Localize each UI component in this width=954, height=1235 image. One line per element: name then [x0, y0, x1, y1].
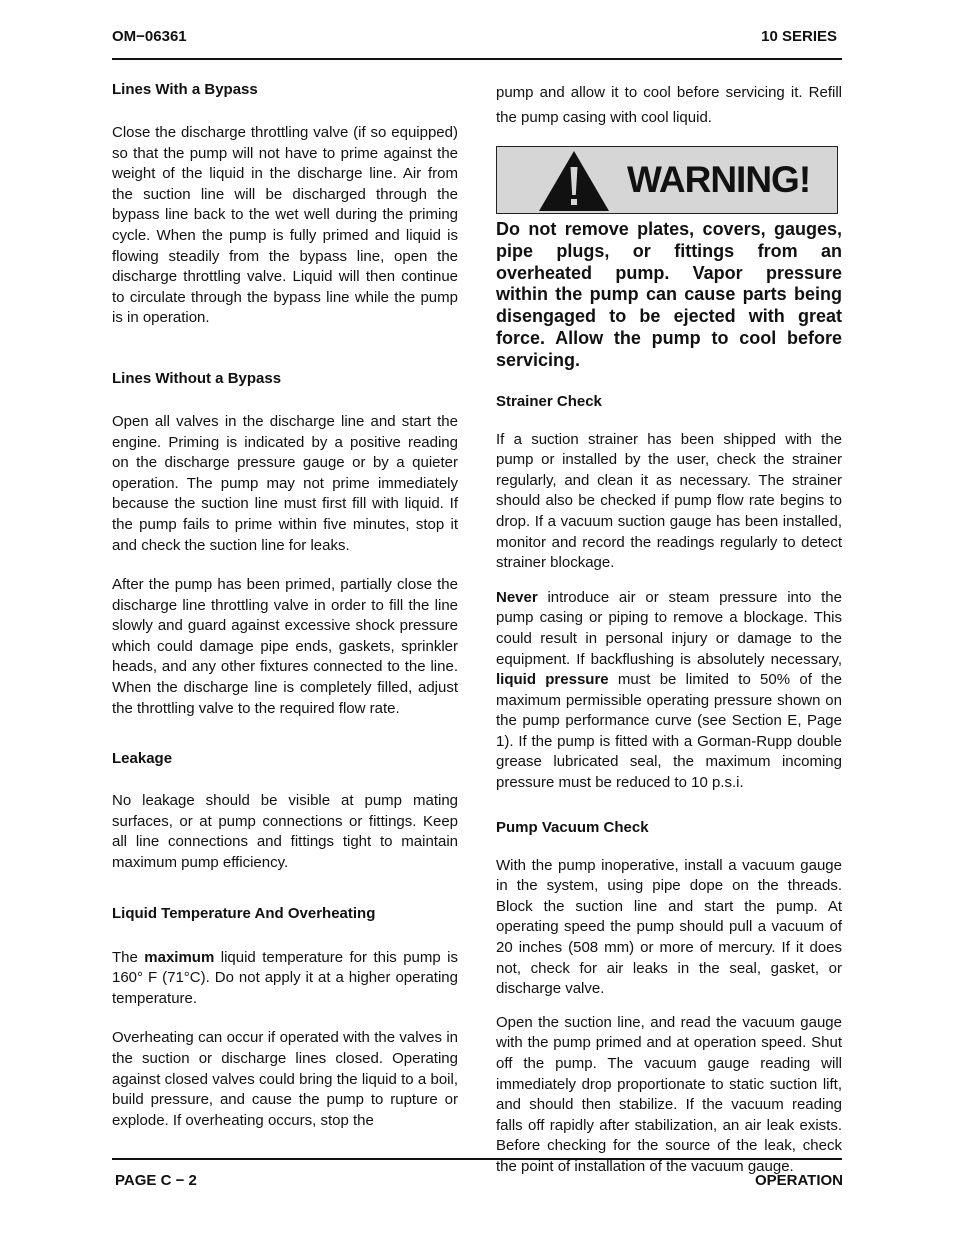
leakage-paragraph: No leakage should be visible at pump mating surfaces, or at pump connections or fittings. Keep all line connections and fittings tight to maintain maximum pump efficiency.: [112, 792, 458, 872]
vacuum-paragraph-1: With the pump inoperative, install a vacuum gauge in the system, using pipe dope on the threads. Block the suction line and start the pump. At operating speed the pump should pull a vacuum of 20 inches (508 mm) or more of mercury. If it does not, check for air leaks in the seal, gasket, or discharge valve.: [496, 856, 842, 998]
continued-paragraph: pump and allow it to cool before servicing it. Refill the pump casing with cool liquid.: [496, 84, 842, 126]
right-column: [496, 80, 842, 1178]
warning-triangle-icon: [537, 149, 611, 218]
leakage-heading: Leakage: [112, 750, 173, 768]
nobypass-paragraph-1: Open all valves in the discharge line and start the engine. Priming is indicated by a positive reading on the discharge pressure gauge or by a quieter operation. The pump may not prime immediately because the suction line must first fill with liquid. If the pump fails to prime within five minutes, stop it and check the suction line for leaks.: [112, 412, 458, 554]
bypass-heading: Lines With a Bypass: [112, 81, 258, 98]
temperature-paragraph: [112, 948, 458, 1010]
vacuum-heading: Pump Vacuum Check: [496, 818, 649, 836]
nobypass-paragraph-2: After the pump has been primed, partially close the discharge line throttling valve in order to fill the line slowly and guard against excessive shock pressure which could damage pipe ends, gaskets, sprinkler heads, and any other fixtures connected to the line. When the discharge line is completely filled, adjust the throttling valve to the required flow rate.: [112, 576, 458, 717]
bypass-paragraph: Close the discharge throttling valve (if so equipped) so that the pump will not have to prime against the weight of the liquid in the discharge line. Air from the suction line will be discharged through the bypass line back to the wet well during the priming cycle. When the pump is fully primed and liquid is flowing steadily from the bypass line, open the discharge throttling valve. Liquid will then continue to circulate through the bypass line while the pump is in operation.: [112, 124, 458, 327]
liquid-pressure-bold: liquid pressure: [496, 671, 609, 689]
warning-title: WARNING!: [627, 159, 811, 200]
page-number: PAGE C − 2: [115, 1172, 197, 1189]
footer-rule: [112, 1158, 842, 1160]
never-bold: Never: [496, 588, 538, 606]
section-label: OPERATION: [754, 1172, 843, 1189]
never-paragraph: [496, 588, 842, 794]
strainer-paragraph: If a suction strainer has been shipped with the pump or installed by the user, check the strainer regularly, and clean it as necessary. The strainer should also be checked if pump flow rate begins to drop. If a vacuum suction gauge has been installed, monitor and record the readings regularly to detect strainer blockage.: [496, 430, 842, 572]
series-label: 10 SERIES: [761, 28, 837, 45]
nobypass-heading: Lines Without a Bypass: [112, 369, 282, 387]
left-column: [112, 80, 458, 1131]
temperature-text-post: liquid temperature for this pump is 160° F (71°C). Do not apply it at a higher operating temperature.: [112, 948, 458, 1007]
overheating-paragraph: Overheating can occur if operated with the valves in the suction or discharge lines closed. Operating against closed valves could bring the liquid to a boil, build pressure, and cause the pump to rupture or explode. If overheating occurs, stop the: [112, 1029, 458, 1129]
warning-text: Do not remove plates, covers, gauges, pipe plugs, or fittings from an overheated pump. Vapor pressure within the pump can cause parts being disengaged to be ejected with great force. Allow the pump to cool before servicing.: [496, 219, 842, 370]
vacuum-paragraph-2: Open the suction line, and read the vacuum gauge with the pump primed and at operation speed. Shut off the pump. The vacuum gauge reading will immediately drop proportionate to static suction lift, and should then stabilize. If the vacuum reading falls off rapidly after stabilization, an air leak exists. Before checking for the source of the leak, check the point of installation of the vacuum gauge.: [496, 1013, 842, 1175]
temperature-text-bold: maximum: [144, 948, 215, 966]
strainer-heading: Strainer Check: [496, 392, 602, 410]
warning-banner: [496, 146, 838, 214]
temperature-text-pre: The: [112, 948, 145, 966]
header-rule: [112, 58, 842, 60]
temperature-heading: Liquid Temperature And Overheating: [112, 904, 376, 922]
document-number: OM−06361: [112, 28, 187, 45]
never-text-2: must be limited to 50% of the maximum permissible operating pressure shown on the pump performance curve (see Section E, Page 1). If the pump is fitted with a Gorman-Rupp double grease lubricated seal, the maximum incoming pressure must be reduced to 10 p.s.i.: [496, 671, 842, 792]
never-text-1: introduce air or steam pressure into the pump casing or piping to remove a blockage. This could result in personal injury or damage to the equipment. If backflushing is absolutely necessary,: [496, 588, 842, 668]
